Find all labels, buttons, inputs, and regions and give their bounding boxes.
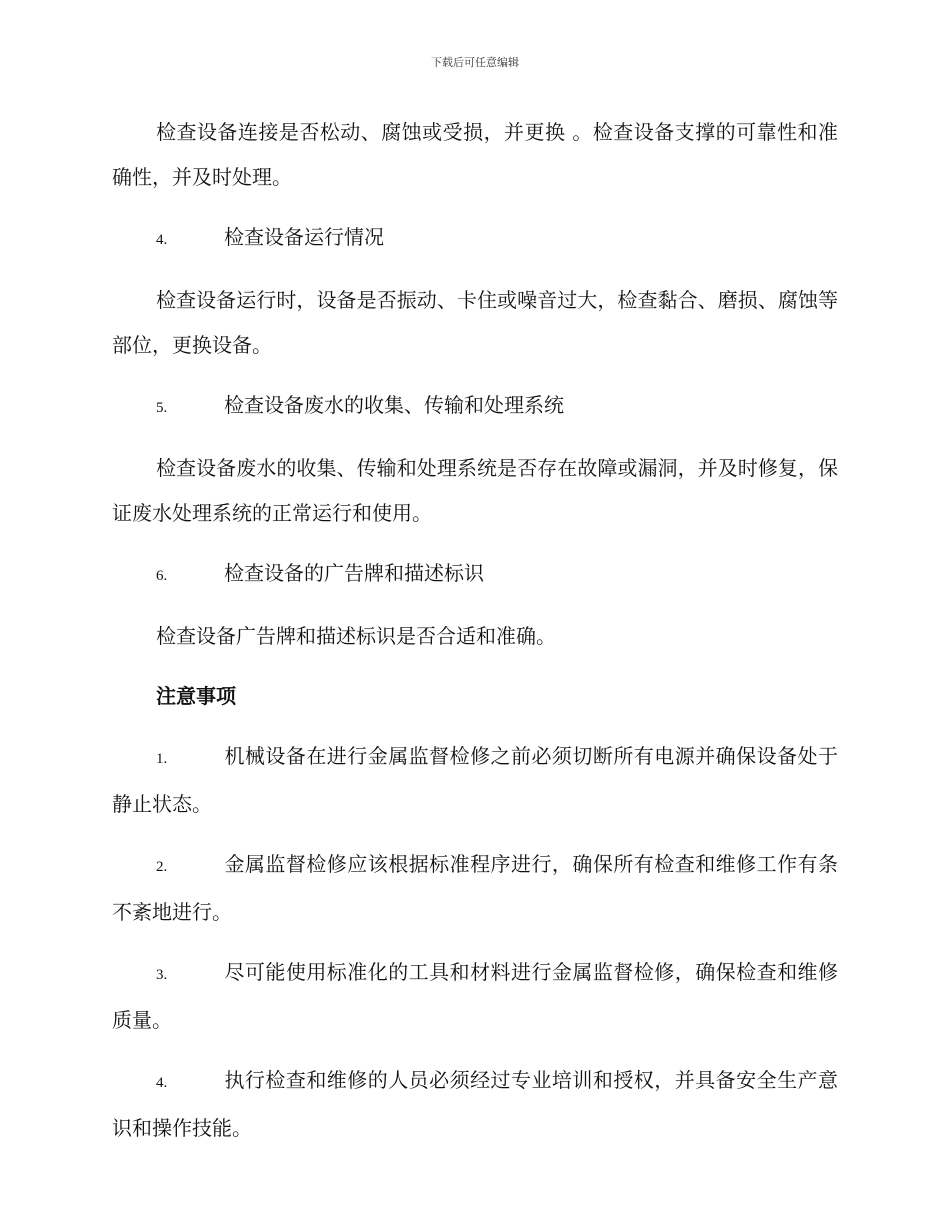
paragraph-text: 检查设备废水的收集、传输和处理系统是否存在故障或漏洞，并及时修复，保证废水处理系统的正常运行和使用。 [112,456,838,525]
section-heading: 注意事项 [156,684,236,708]
item-number: 4. [156,232,168,248]
numbered-item [112,1058,838,1151]
item-text: 检查设备的广告牌和描述标识 [224,561,484,585]
paragraph-text: 检查设备广告牌和描述标识是否合适和准确。 [156,624,556,648]
item-number: 2. [156,859,168,875]
paragraph [112,446,838,536]
item-number: 5. [156,400,168,416]
paragraph-text: 检查设备运行时，设备是否振动、卡住或噪音过大，检查黏合、磨损、腐蚀等部位，更换设备。 [112,288,838,357]
item-number: 3. [156,967,168,983]
paragraph [112,278,838,368]
item-text: 金属监督检修应该根据标准程序进行，确保所有检查和维修工作有条不紊地进行。 [112,852,838,924]
numbered-item [112,734,838,827]
numbered-item [112,215,838,263]
paragraph [112,614,838,659]
item-text: 检查设备运行情况 [224,225,384,249]
numbered-item [112,383,838,431]
item-text: 尽可能使用标准化的工具和材料进行金属监督检修，确保检查和维修质量。 [112,960,838,1032]
item-number: 1. [156,751,168,767]
item-number: 4. [156,1075,168,1091]
document-body [112,110,838,1166]
paragraph [112,110,838,200]
item-number: 6. [156,568,168,584]
paragraph-text: 检查设备连接是否松动、腐蚀或受损，并更换 。检查设备支撑的可靠性和准确性，并及时处理。 [112,120,838,189]
page-header: 下载后可任意编辑 [431,56,519,69]
item-text: 执行检查和维修的人员必须经过专业培训和授权，并具备安全生产意识和操作技能。 [112,1068,838,1140]
numbered-item [112,950,838,1043]
item-text: 机械设备在进行金属监督检修之前必须切断所有电源并确保设备处于静止状态。 [112,744,838,816]
item-text: 检查设备废水的收集、传输和处理系统 [224,393,564,417]
numbered-item [112,842,838,935]
numbered-item [112,551,838,599]
